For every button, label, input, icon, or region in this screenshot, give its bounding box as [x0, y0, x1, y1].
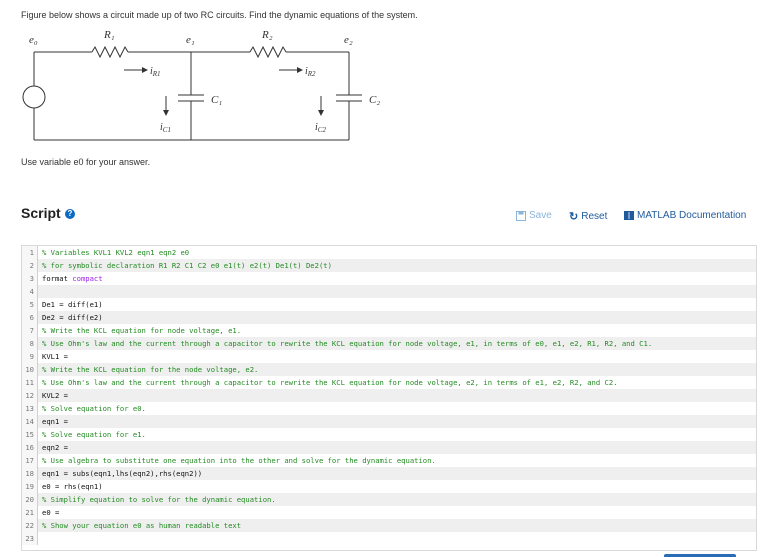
code-line[interactable]	[22, 402, 756, 415]
code-line[interactable]	[22, 467, 756, 480]
code-line[interactable]	[22, 350, 756, 363]
code-line[interactable]	[22, 428, 756, 441]
book-icon	[624, 211, 634, 220]
question-circle-icon[interactable]: ?	[65, 209, 75, 219]
label-r2: R₂	[262, 29, 273, 41]
line-number: 16	[22, 441, 38, 454]
code-text[interactable]: % for symbolic declaration R1 R2 C1 C2 e0 e1(t) e2(t) De1(t) De2(t)	[42, 261, 332, 270]
code-text[interactable]: % Use Ohm's law and the current through a capacitor to rewrite the KCL equation for node voltage, e1, in terms of e0, e1, e2, R1, R2, and C1.	[42, 339, 653, 348]
code-text[interactable]: % Use algebra to substitute one equation into the other and solve for the dynamic equation.	[42, 456, 436, 465]
code-text[interactable]: De2 = diff(e2)	[42, 313, 103, 322]
code-text[interactable]: eqn1 = subs(eqn1,lhs(eqn2),rhs(eqn2))	[42, 469, 203, 478]
code-text[interactable]: KVL2 =	[42, 391, 68, 400]
code-line[interactable]	[22, 246, 756, 259]
code-text[interactable]: % Variables KVL1 KVL2 eqn1 eqn2 e0	[42, 248, 190, 257]
line-number: 3	[22, 272, 38, 285]
label-c1: C₁	[211, 94, 223, 106]
code-line[interactable]	[22, 506, 756, 519]
line-number: 21	[22, 506, 38, 519]
hint-text: Use variable e0 for your answer.	[21, 157, 151, 167]
line-number: 2	[22, 259, 38, 272]
code-text[interactable]: e0 = rhs(eqn1)	[42, 482, 103, 491]
label-ic2: $i_{C2}$	[315, 122, 326, 134]
code-text[interactable]: % Solve equation for e1.	[42, 430, 146, 439]
docs-label: MATLAB Documentation	[637, 210, 747, 221]
reset-button[interactable]	[569, 210, 607, 223]
resistor-r1	[92, 47, 128, 57]
code-line[interactable]	[22, 441, 756, 454]
code-line[interactable]	[22, 337, 756, 350]
line-number: 8	[22, 337, 38, 350]
code-line[interactable]	[22, 532, 756, 545]
line-number: 12	[22, 389, 38, 402]
code-line[interactable]	[22, 493, 756, 506]
line-number: 22	[22, 519, 38, 532]
line-number: 11	[22, 376, 38, 389]
label-r1: R₁	[104, 29, 115, 41]
label-e1: e₁	[186, 34, 195, 46]
refresh-icon: ↻	[569, 211, 579, 223]
line-number: 18	[22, 467, 38, 480]
label-ir1: $i_{R1}$	[150, 66, 161, 78]
code-line[interactable]	[22, 363, 756, 376]
code-text[interactable]: De1 = diff(e1)	[42, 300, 103, 309]
code-text[interactable]: % Simplify equation to solve for the dynamic equation.	[42, 495, 276, 504]
script-title: Script	[21, 205, 61, 221]
problem-intro: Figure below shows a circuit made up of two RC circuits. Find the dynamic equations of the system.	[21, 10, 418, 20]
line-number: 6	[22, 311, 38, 324]
line-number: 14	[22, 415, 38, 428]
code-line[interactable]	[22, 324, 756, 337]
code-line[interactable]	[22, 376, 756, 389]
line-number: 4	[22, 285, 38, 298]
line-number: 9	[22, 350, 38, 363]
line-number: 13	[22, 402, 38, 415]
code-line[interactable]	[22, 259, 756, 272]
label-ir2: $i_{R2}$	[305, 66, 316, 78]
code-text[interactable]: e0 =	[42, 508, 60, 517]
line-number: 17	[22, 454, 38, 467]
code-text[interactable]: format compact	[42, 274, 103, 283]
line-number: 5	[22, 298, 38, 311]
reset-label: Reset	[581, 211, 608, 222]
line-number: 15	[22, 428, 38, 441]
code-line[interactable]	[22, 285, 756, 298]
save-label: Save	[529, 210, 552, 221]
code-line[interactable]	[22, 389, 756, 402]
code-text[interactable]: KVL1 =	[42, 352, 68, 361]
line-number: 23	[22, 532, 38, 545]
code-line[interactable]	[22, 272, 756, 285]
code-text[interactable]: % Write the KCL equation for the node voltage, e2.	[42, 365, 259, 374]
line-number: 20	[22, 493, 38, 506]
save-icon	[516, 211, 526, 221]
voltage-source	[23, 86, 45, 108]
code-text[interactable]: % Solve equation for e0.	[42, 404, 146, 413]
code-editor[interactable]	[21, 245, 757, 551]
code-text[interactable]: eqn2 =	[42, 443, 68, 452]
line-number: 19	[22, 480, 38, 493]
code-text[interactable]: eqn1 =	[42, 417, 68, 426]
code-line[interactable]	[22, 454, 756, 467]
label-c2: C₂	[369, 94, 381, 106]
line-number: 1	[22, 246, 38, 259]
code-line[interactable]	[22, 519, 756, 532]
code-line[interactable]	[22, 480, 756, 493]
line-number: 7	[22, 324, 38, 337]
code-text[interactable]: % Use Ohm's law and the current through a capacitor to rewrite the KCL equation for node voltage, e2, in terms of e1, e2, R2, and C2.	[42, 378, 618, 387]
save-button[interactable]	[516, 210, 552, 221]
label-ic1: $i_{C1}$	[160, 122, 171, 134]
resistor-r2	[250, 47, 286, 57]
line-number: 10	[22, 363, 38, 376]
matlab-documentation-link[interactable]	[624, 210, 746, 221]
code-line[interactable]	[22, 311, 756, 324]
code-line[interactable]	[22, 415, 756, 428]
code-line[interactable]	[22, 298, 756, 311]
code-text[interactable]: % Show your equation e0 as human readable text	[42, 521, 242, 530]
circuit-diagram	[0, 0, 780, 150]
label-e0: e₀	[29, 34, 38, 46]
code-text[interactable]: % Write the KCL equation for node voltage, e1.	[42, 326, 242, 335]
label-e2: e₂	[344, 34, 353, 46]
